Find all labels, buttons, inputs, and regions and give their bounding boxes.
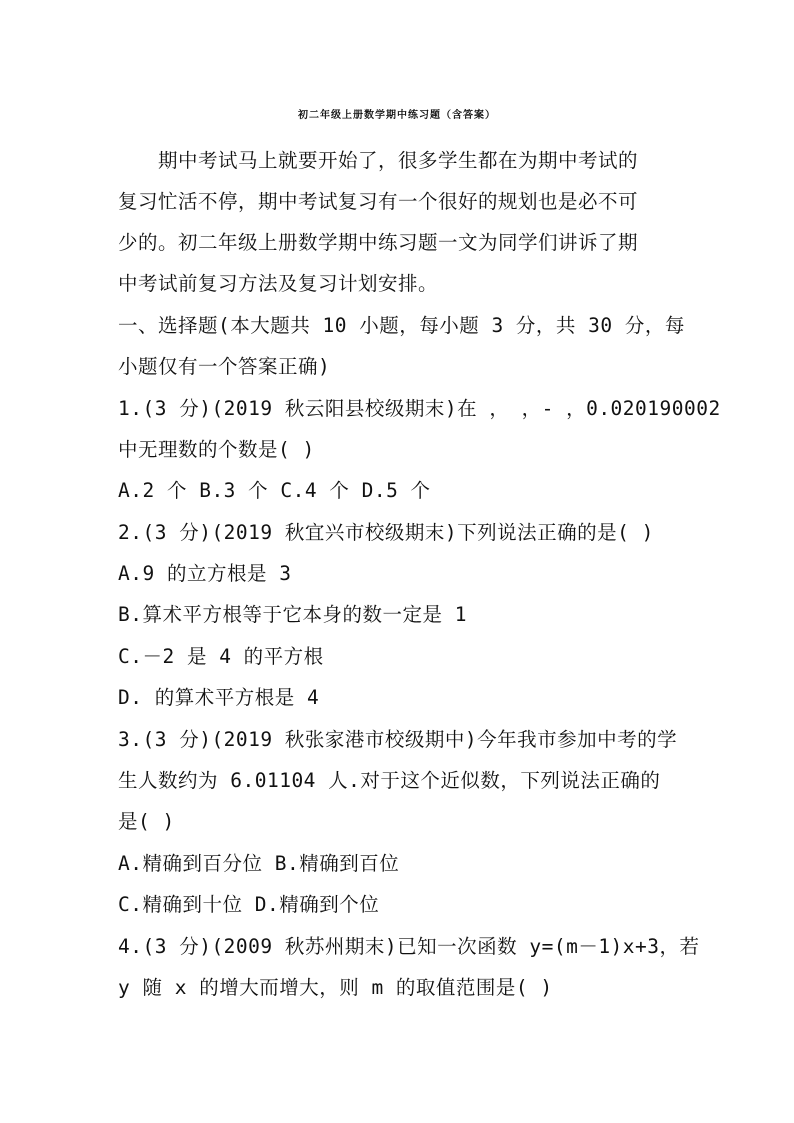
paragraph-line: 复习忙活不停，期中考试复习有一个很好的规划也是必不可 [118,190,639,213]
question-line: y 随 x 的增大而增大，则 m 的取值范围是( ) [118,976,553,999]
paragraph-line: 期中考试马上就要开始了，很多学生都在为期中考试的 [158,149,639,172]
question-line: 生人数约为 6.01104 人.对于这个近似数，下列说法正确的 [118,769,661,792]
question-line: 3.(3 分)(2019 秋张家港市校级期中)今年我市参加中考的学 [118,728,678,751]
question-line: 是( ) [118,810,175,833]
answer-option: A.9 的立方根是 3 [118,562,292,585]
section-heading: 一、选择题(本大题共 10 小题，每小题 3 分，共 30 分，每 [118,314,685,337]
answer-option: C.－2 是 4 的平方根 [118,645,324,668]
question-line: 2.(3 分)(2019 秋宜兴市校级期末)下列说法正确的是( ) [118,521,654,544]
paragraph-line: 中考试前复习方法及复习计划安排。 [118,272,439,295]
question-line: 中无理数的个数是( ) [118,438,315,461]
answer-option: A.精确到百分位 B.精确到百位 [118,852,400,875]
question-line: 4.(3 分)(2009 秋苏州期末)已知一次函数 y=(m－1)x+3，若 [118,935,700,958]
answer-option: B.算术平方根等于它本身的数一定是 1 [118,603,467,626]
answer-option: A.2 个 B.3 个 C.4 个 D.5 个 [118,479,431,502]
paragraph-line: 少的。初二年级上册数学期中练习题一文为同学们讲诉了期 [118,231,639,254]
document-title: 初二年级上册数学期中练习题（含答案） [298,110,496,121]
section-heading: 小题仅有一个答案正确) [118,355,331,378]
answer-option: C.精确到十位 D.精确到个位 [118,893,380,916]
answer-option: D. 的算术平方根是 4 [118,686,320,709]
question-line: 1.(3 分)(2019 秋云阳县校级期末)在 ， ，- ，0.020190002 [118,397,721,420]
